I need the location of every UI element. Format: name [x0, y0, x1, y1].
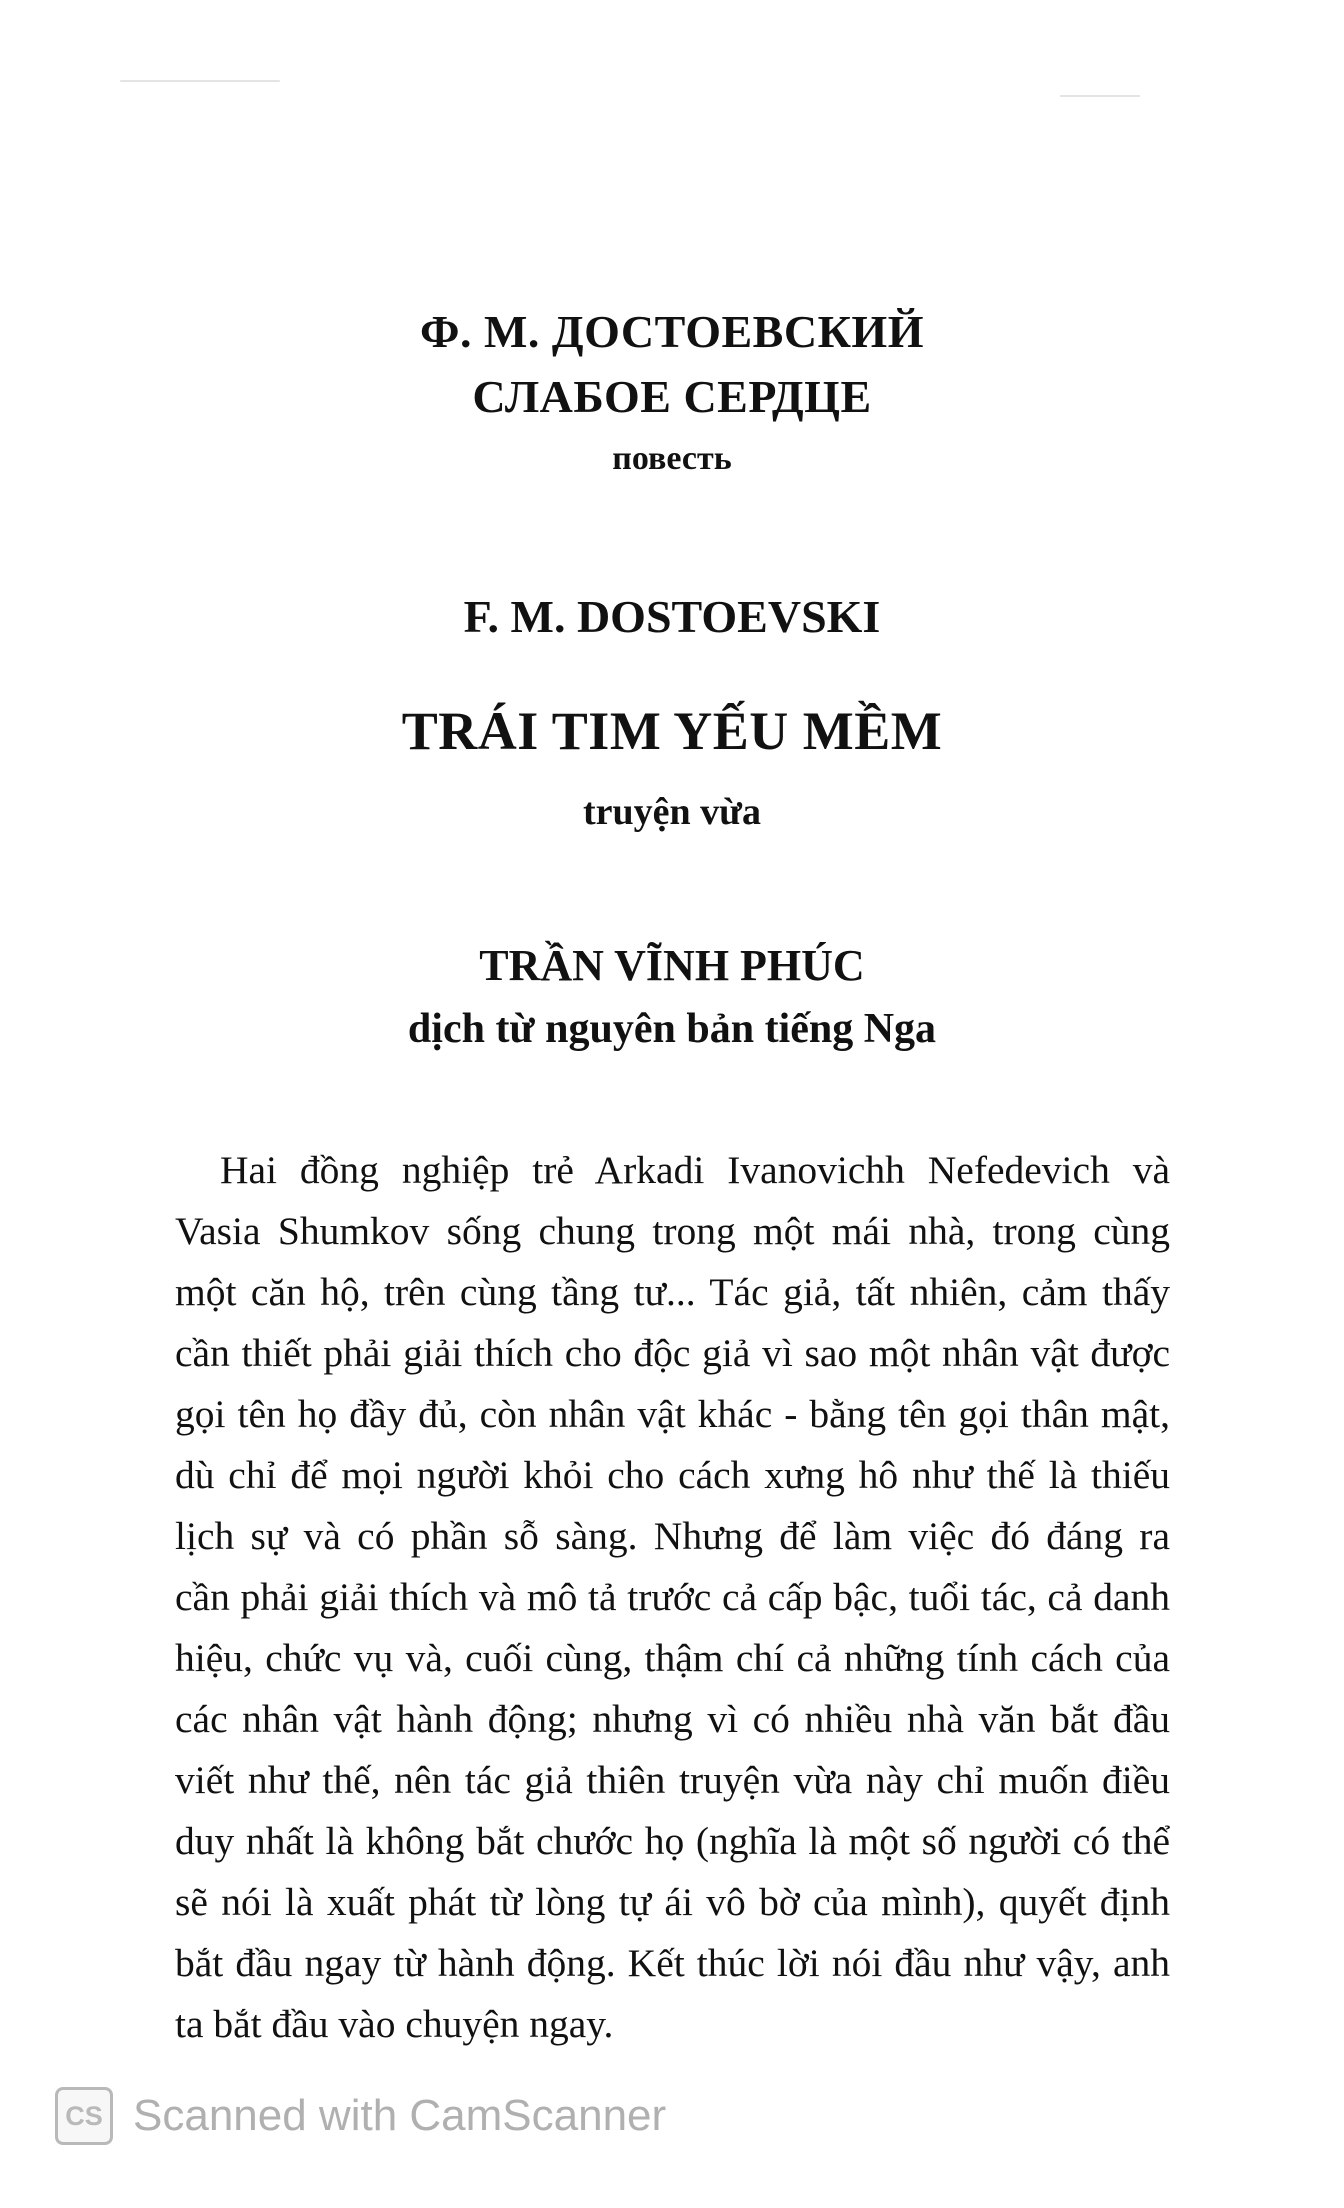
body-line: cần phải giải thích và mô tả trước cả cấp bậc, tuổi tác, cả danh	[175, 1575, 1170, 1619]
body-line: lịch sự và có phần sỗ sàng. Nhưng để làm việc đó đáng ra	[175, 1514, 1170, 1558]
camscanner-watermark	[55, 2086, 666, 2146]
body-line: bắt đầu ngay từ hành động. Kết thúc lời nói đầu như vậy, anh	[175, 1941, 1170, 1985]
camscanner-logo-icon: CS	[55, 2087, 113, 2145]
scan-smudge	[120, 80, 280, 82]
russian-title: СЛАБОЕ СЕРДЦЕ	[472, 371, 872, 422]
body-line: các nhân vật hành động; nhưng vì có nhiều nhà văn bắt đầu	[175, 1697, 1170, 1741]
body-line: sẽ nói là xuất phát từ lòng tự ái vô bờ của mình), quyết định	[175, 1880, 1170, 1924]
body-line: Vasia Shumkov sống chung trong một mái nhà, trong cùng	[175, 1209, 1170, 1253]
body-line: viết như thế, nên tác giả thiên truyện vừa này chỉ muốn điều	[175, 1758, 1170, 1802]
watermark-text: Scanned with CamScanner	[133, 2091, 667, 2140]
body-line: cần thiết phải giải thích cho độc giả vì sao một nhân vật được	[175, 1331, 1170, 1375]
translator-note: dịch từ nguyên bản tiếng Nga	[407, 1006, 937, 1052]
body-line: Hai đồng nghiệp trẻ Arkadi Ivanovichh Nefedevich và	[220, 1148, 1170, 1192]
vietnamese-genre: truyện vừa	[583, 791, 761, 833]
body-line: ta bắt đầu vào chuyện ngay.	[175, 2002, 614, 2046]
body-line: gọi tên họ đầy đủ, còn nhân vật khác - bằng tên gọi thân mật,	[175, 1392, 1170, 1436]
russian-genre: повесть	[612, 440, 732, 477]
scan-smudge	[1060, 95, 1140, 97]
body-line: hiệu, chức vụ và, cuối cùng, thậm chí cả những tính cách của	[175, 1636, 1170, 1680]
body-paragraph	[175, 1140, 1170, 2055]
russian-author: Ф. М. ДОСТОЕВСКИЙ	[420, 306, 924, 357]
translator-name: TRẦN VĨNH PHÚC	[479, 941, 865, 990]
latin-author: F. M. DOSTOEVSKI	[463, 591, 881, 642]
vietnamese-title: TRÁI TIM YẾU MỀM	[401, 701, 943, 761]
body-line: dù chỉ để mọi người khỏi cho cách xưng hô như thế là thiếu	[175, 1453, 1170, 1497]
body-line: một căn hộ, trên cùng tầng tư... Tác giả, tất nhiên, cảm thấy	[175, 1270, 1170, 1314]
body-line: duy nhất là không bắt chước họ (nghĩa là một số người có thể	[175, 1819, 1170, 1863]
